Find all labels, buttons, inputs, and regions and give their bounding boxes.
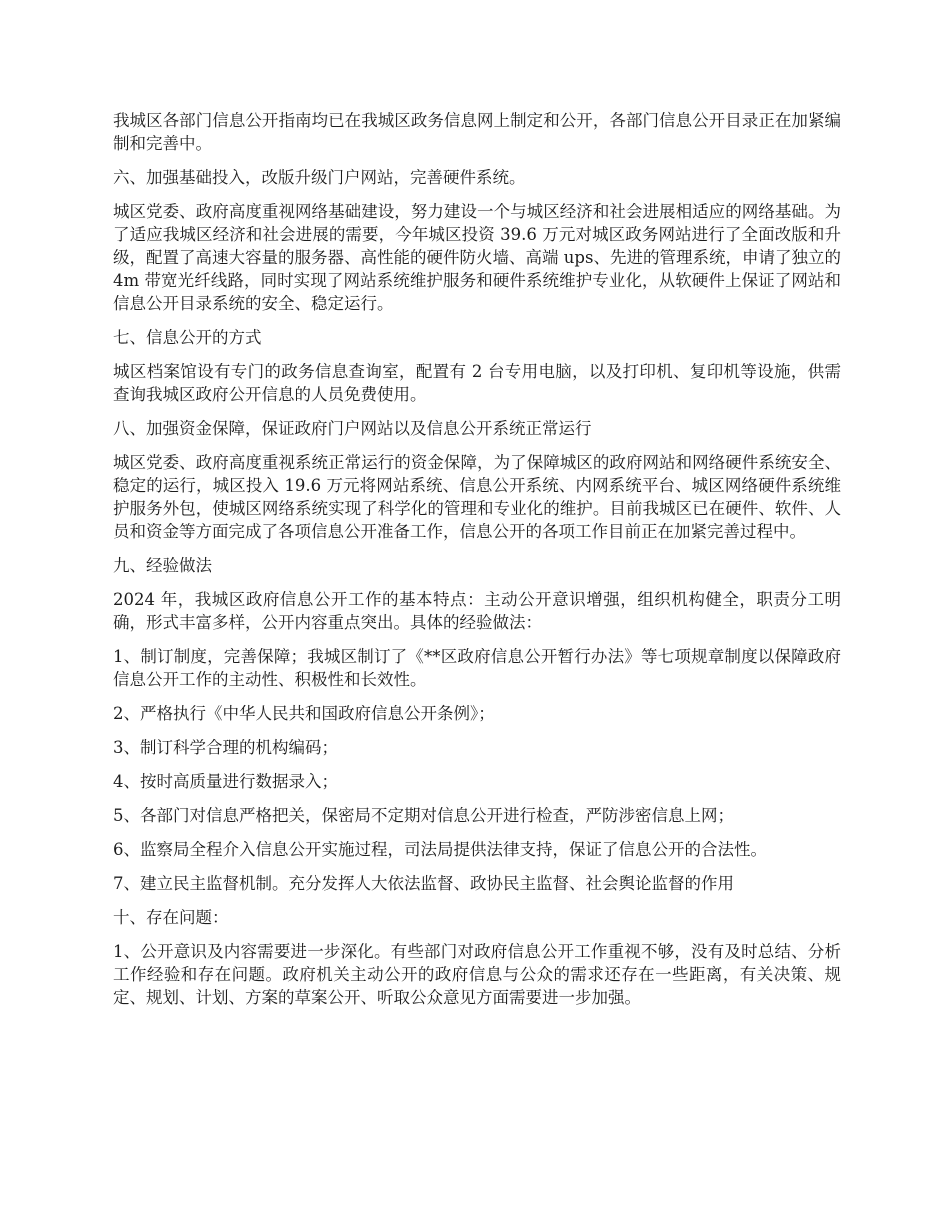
paragraph-funding: 城区党委、政府高度重视系统正常运行的资金保障，为了保障城区的政府网站和网络硬件系统安全、稳定的运行，城区投入 19.6 万元将网站系统、信息公开系统、内网系统平台、城区网络硬件系统维护服务外包，使城区网络系统实现了科学化的管理和专业化的维护。目前我城区已在硬件、软件、人员和资金等方面完成了各项信息公开准备工作，信息公开的各项工作目前正在加紧完善过程中。 <box>113 453 841 541</box>
section-heading-9: 九、经验做法 <box>113 556 212 575</box>
list-item-3: 3、制订科学合理的机构编码； <box>113 738 338 757</box>
list-item-2: 2、严格执行《中华人民共和国政府信息公开条例》； <box>113 704 495 723</box>
list-item-4: 4、按时高质量进行数据录入； <box>113 772 338 791</box>
document-body <box>113 109 841 1020</box>
paragraph-problem-1: 1、公开意识及内容需要进一步深化。有些部门对政府信息公开工作重视不够，没有及时总结、分析工作经验和存在问题。政府机关主动公开的政府信息与公众的需求还存在一些距离，有关决策、规定、规划、计划、方案的草案公开、听取公众意见方面需要进一步加强。 <box>113 942 841 1007</box>
paragraph-infrastructure: 城区党委、政府高度重视网络基础建设，努力建设一个与城区经济和社会进展相适应的网络基础。为了适应我城区经济和社会进展的需要，今年城区投资 39.6 万元对城区政务网站进行了全面改版和升级，配置了高速大容量的服务器、高性能的硬件防火墙、高端 ups、先进的管理系统，申请了独立的 4m 带宽光纤线路，同时实现了网站系统维护服务和硬件系统维护专业化，从软硬件上保证了网站和信息公开目录系统的安全、稳定运行。 <box>113 202 841 313</box>
list-item-1: 1、制订制度，完善保障；我城区制订了《**区政府信息公开暂行办法》等七项规章制度以保障政府信息公开工作的主动性、积极性和长效性。 <box>113 647 841 689</box>
section-heading-7: 七、信息公开的方式 <box>113 328 262 347</box>
list-item-6: 6、监察局全程介入信息公开实施过程，司法局提供法律支持，保证了信息公开的合法性。 <box>113 840 767 859</box>
paragraph-experience-intro: 2024 年，我城区政府信息公开工作的基本特点：主动公开意识增强，组织机构健全，职责分工明确，形式丰富多样，公开内容重点突出。具体的经验做法： <box>113 590 841 632</box>
section-heading-8: 八、加强资金保障，保证政府门户网站以及信息公开系统正常运行 <box>113 419 592 438</box>
paragraph-disclosure-methods: 城区档案馆设有专门的政务信息查询室，配置有 2 台专用电脑，以及打印机、复印机等设施，供需查询我城区政府公开信息的人员免费使用。 <box>113 362 841 404</box>
section-heading-10: 十、存在问题： <box>113 908 229 927</box>
list-item-7: 7、建立民主监督机制。充分发挥人大依法监督、政协民主监督、社会舆论监督的作用 <box>113 874 734 893</box>
paragraph-catalog-status: 我城区各部门信息公开指南均已在我城区政务信息网上制定和公开，各部门信息公开目录正在加紧编制和完善中。 <box>113 111 841 153</box>
list-item-5: 5、各部门对信息严格把关，保密局不定期对信息公开进行检查，严防涉密信息上网； <box>113 806 734 825</box>
section-heading-6: 六、加强基础投入，改版升级门户网站，完善硬件系统。 <box>113 168 526 187</box>
